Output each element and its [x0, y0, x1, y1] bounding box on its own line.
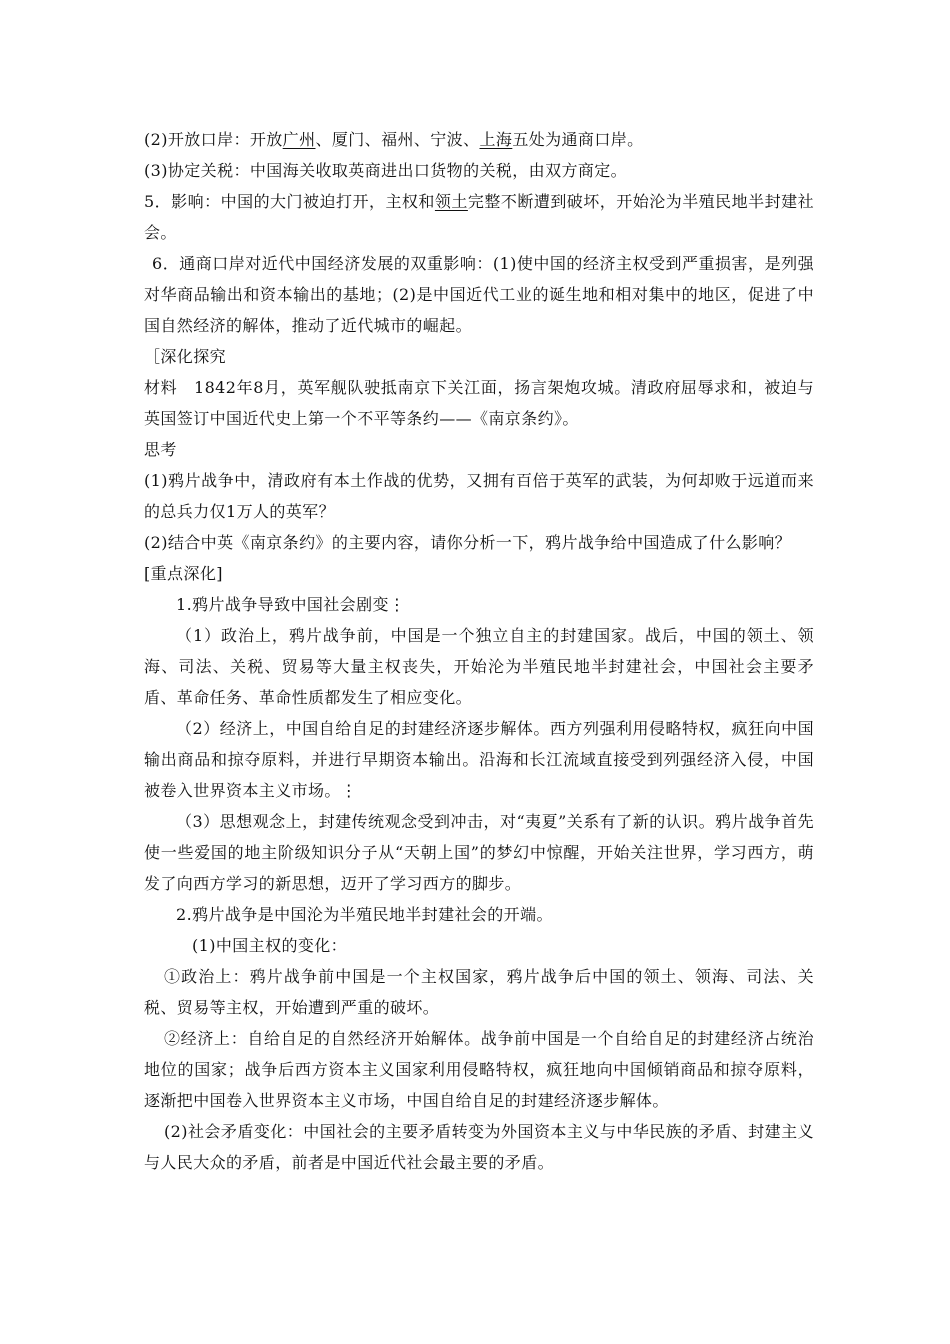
paragraph-impact [144, 186, 814, 248]
point-1-economic: （2）经济上，中国自给自足的封建经济逐步解体。西方列强利用侵略特权，疯狂向中国输出商品和掠夺原料，并进行早期资本输出。沿海和长江流域直接受到列强经济入侵，中国被卷入世界资本主义市场。⋮ [144, 719, 814, 800]
underlined-term-guangzhou: 广州 [282, 130, 316, 149]
section-heading-deep-inquiry: ［深化探究 [144, 347, 227, 366]
underlined-term-territory: 领土 [434, 192, 468, 211]
section-heading-key-points: [重点深化] [144, 564, 223, 583]
question-1: (1)鸦片战争中，清政府有本土作战的优势，又拥有百倍于英军的武装，为何却败于远道而来的总兵力仅1万人的英军？ [144, 471, 814, 521]
paragraph-treaty-ports-impact: 6．通商口岸对近代中国经济发展的双重影响：(1)使中国的经济主权受到严重损害，是列强对华商品输出和资本输出的基地；(2)是中国近代工业的诞生地和相对集中的地区，促进了中国自然经济的解体，推动了近代城市的崛起。 [144, 254, 814, 335]
paragraph-tariff: (3)协定关税：中国海关收取英商进出口货物的关税，由双方商定。 [144, 161, 628, 180]
question-2: (2)结合中英《南京条约》的主要内容，请你分析一下，鸦片战争给中国造成了什么影响？ [144, 533, 792, 552]
point-1-ideological: （3）思想观念上，封建传统观念受到冲击，对“夷夏”关系有了新的认识。鸦片战争首先使一些爱国的地主阶级知识分子从“天朝上国”的梦幻中惊醒，开始关注世界，学习西方，萌发了向西方学习的新思想，迈开了学习西方的脚步。 [144, 812, 814, 893]
text: 五处为通商口岸。 [512, 130, 644, 149]
underlined-term-shanghai: 上海 [479, 130, 513, 149]
point-2-heading: 2.鸦片战争是中国沦为半殖民地半封建社会的开端。 [176, 905, 553, 924]
paragraph-open-ports [144, 124, 814, 155]
point-1-heading: 1.鸦片战争导致中国社会剧变⋮ [176, 595, 406, 614]
text: 、厦门、福州、宁波、 [315, 130, 480, 149]
text: (2)开放口岸：开放 [144, 130, 283, 149]
point-2-social-contradictions: (2)社会矛盾变化：中国社会的主要矛盾转变为外国资本主义与中华民族的矛盾、封建主义与人民大众的矛盾，前者是中国近代社会最主要的矛盾。 [144, 1122, 814, 1172]
paragraph-material: 材料 1842年8月，英军舰队驶抵南京下关江面，扬言架炮攻城。清政府屈辱求和，被迫与英国签订中国近代史上第一个不平等条约——《南京条约》。 [144, 378, 814, 428]
text: 5．影响：中国的大门被迫打开，主权和 [144, 192, 435, 211]
text: 完整不断遭到破坏，开始沦为半殖民地半封建社会。 [144, 192, 814, 242]
point-2-economic: ②经济上：自给自足的自然经济开始解体。战争前中国是一个自给自足的封建经济占统治地位的国家；战争后西方资本主义国家利用侵略特权，疯狂地向中国倾销商品和掠夺原料，逐渐把中国卷入世界资本主义市场，中国自给自足的封建经济逐步解体。 [144, 1029, 814, 1110]
document-body [144, 124, 814, 1178]
point-2-sovereignty-heading: (1)中国主权的变化： [192, 936, 348, 955]
heading-think: 思考 [144, 440, 177, 459]
point-1-political: （1）政治上，鸦片战争前，中国是一个独立自主的封建国家。战后，中国的领土、领海、司法、关税、贸易等大量主权丧失，开始沦为半殖民地半封建社会，中国社会主要矛盾、革命任务、革命性质都发生了相应变化。 [144, 626, 814, 707]
point-2-political: ①政治上：鸦片战争前中国是一个主权国家，鸦片战争后中国的领土、领海、司法、关税、贸易等主权，开始遭到严重的破坏。 [144, 967, 814, 1017]
